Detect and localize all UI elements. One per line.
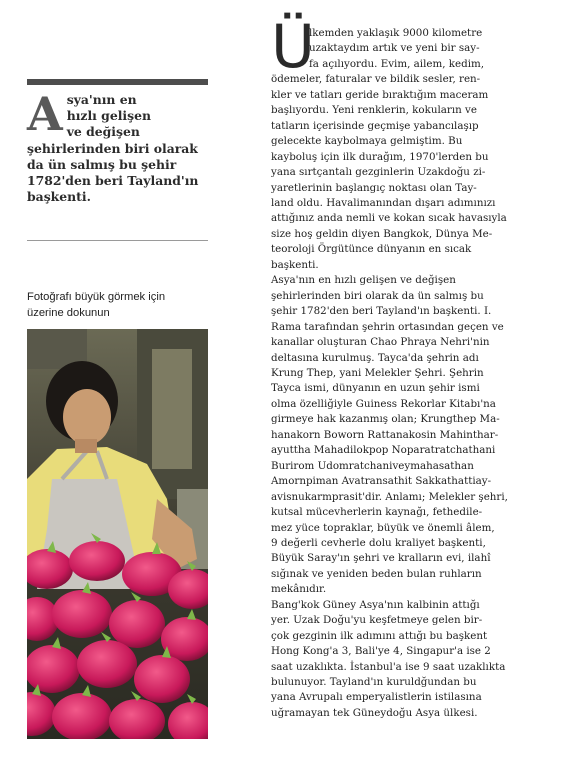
article-line: Burirom Udomratchaniveymahasathan — [271, 459, 474, 472]
article-line: 9 değerli cevherle dolu kraliyet başkenti, — [271, 536, 486, 549]
article-line: ödemeler, faturalar ve bildik sesler, ren- — [271, 73, 481, 86]
pullquote-line: sya'nın en — [66, 92, 137, 107]
article-line: avisnukarmprasit'dir. Anlamı; Melekler şehri, — [271, 490, 508, 503]
pullquote-bottom-rule — [27, 240, 208, 241]
pullquote-line: başkenti. — [27, 189, 91, 205]
article-line: girmeye hak kazanmış olan; Krungthep Ma- — [271, 413, 500, 426]
article-line: mez yüce topraklar, büyük ve önemli âlem, — [271, 521, 495, 534]
article-line: gelecekte kaybolmaya gelmiştim. Bu — [271, 135, 463, 148]
article-line: lkemden yaklaşık 9000 kilometre — [309, 27, 483, 39]
article-line: başkenti. — [271, 258, 319, 271]
article-line: Krung Thep, yani Melekler Şehri. Şehrin — [271, 366, 484, 379]
article-line: uzaktaydım artık ve yeni bir say- — [309, 42, 480, 55]
article-line: sığınak ve yeniden beden bulan ruhların — [271, 567, 482, 580]
article-line: Asya'nın en hızlı gelişen ve değişen — [271, 274, 456, 287]
pullquote-line: da ün salmış bu şehir — [27, 156, 177, 172]
article-line: yana sırtçantalı gezginlerin Uzakdoğu zi- — [271, 166, 486, 179]
pullquote-line: hızlı gelişen — [66, 108, 152, 124]
article-line: kanallar oluşturan Chao Phraya Nehri'nin — [271, 336, 490, 349]
photo-market-vendor[interactable] — [27, 329, 208, 739]
photo-illustration — [27, 329, 208, 739]
article-line: attığınız anda nemli ve kokan sıcak havasıyla — [271, 212, 507, 225]
article-line: Tayca ismi, dünyanın en uzun şehir ismi — [271, 382, 480, 395]
article-line: deltasına kurulmuş. Tayca'da şehrin adı — [271, 351, 479, 364]
pullquote-drop-letter: A — [27, 87, 63, 141]
article-drop-cap: Ü — [271, 12, 315, 82]
article-line: mekânıdır. — [271, 583, 327, 596]
article-line: uğramayan tek Güneydoğu Asya ülkesi. — [271, 706, 478, 719]
article-line: Bang'kok Güney Asya'nın kalbinin attığı — [271, 598, 480, 611]
article-line: kler ve tatları geride bıraktığım maceram — [271, 88, 489, 101]
article-line: Büyük Saray'ın şehri ve kralların evi, ilahî — [271, 552, 491, 565]
article-line: Hong Kong'a 3, Bali'ye 4, Singapur'a ise 2 — [271, 645, 491, 658]
article-line: kayboluş için ilk durağım, 1970'lerden bu — [271, 150, 489, 163]
article-line: yaretlerinin başlangıç noktası olan Tay- — [271, 181, 477, 194]
article-body — [271, 26, 567, 721]
article-line: Rama tarafından şehrin ortasından geçen ve — [271, 320, 504, 333]
pullquote-line: ve değişen — [66, 124, 140, 140]
article-line: size hoş geldin diyen Bangkok, Dünya Me- — [271, 227, 493, 240]
article-line: fa açılıyordu. Evim, ailem, kedim, — [309, 57, 485, 70]
article-line: ayuttha Mahadilokpop Noparatratchathani — [271, 444, 496, 457]
article-line: yana Avrupalı emperyalistlerin istilasına — [271, 691, 482, 704]
pullquote-line: şehirlerinden biri olarak — [27, 140, 198, 156]
article-line: şehir 1782'den beri Tayland'ın başkenti. I. — [271, 305, 492, 318]
pullquote — [27, 87, 211, 205]
caption-line: üzerine dokunun — [27, 307, 110, 319]
article-line: tatların içerisinde geçmişe yabancılaşıp — [271, 119, 479, 132]
article-line: çok gezginin ilk adımını attığı bu başkent — [271, 629, 488, 642]
article-line: teoroloji Örgütünce dünyanın en sıcak — [271, 243, 472, 256]
caption-line: Fotoğrafı büyük görmek için — [27, 291, 166, 303]
article-line: olma özelliğiyle Guiness Rekorlar Kitabı'na — [271, 397, 496, 410]
article-line: yer. Uzak Doğu'yu keşfetmeye gelen bir- — [271, 614, 483, 627]
article-line: başlıyordu. Yeni renklerin, kokuların ve — [271, 104, 477, 117]
article-line: şehirlerinden biri olarak da ün salmış bu — [271, 289, 484, 302]
article-line: kutsal mücevherlerin kaynağı, fethedile- — [271, 506, 483, 519]
article-line: Amornpiman Avatransathit Sakkathattiay- — [271, 475, 492, 488]
article-line: hanakorn Boworn Rattanakosin Mahinthar- — [271, 428, 499, 441]
article-line: land oldu. Havalimanından dışarı adımınızı — [271, 196, 496, 209]
article-line: bulunuyor. Tayland'ın kuruldğundan bu — [271, 676, 477, 689]
photo-caption — [27, 289, 208, 321]
article-line: saat uzaklıkta. İstanbul'a ise 9 saat uzaklıkta — [271, 660, 506, 673]
pullquote-line: 1782'den beri Tayland'ın — [27, 173, 199, 189]
pullquote-top-rule — [27, 79, 208, 85]
